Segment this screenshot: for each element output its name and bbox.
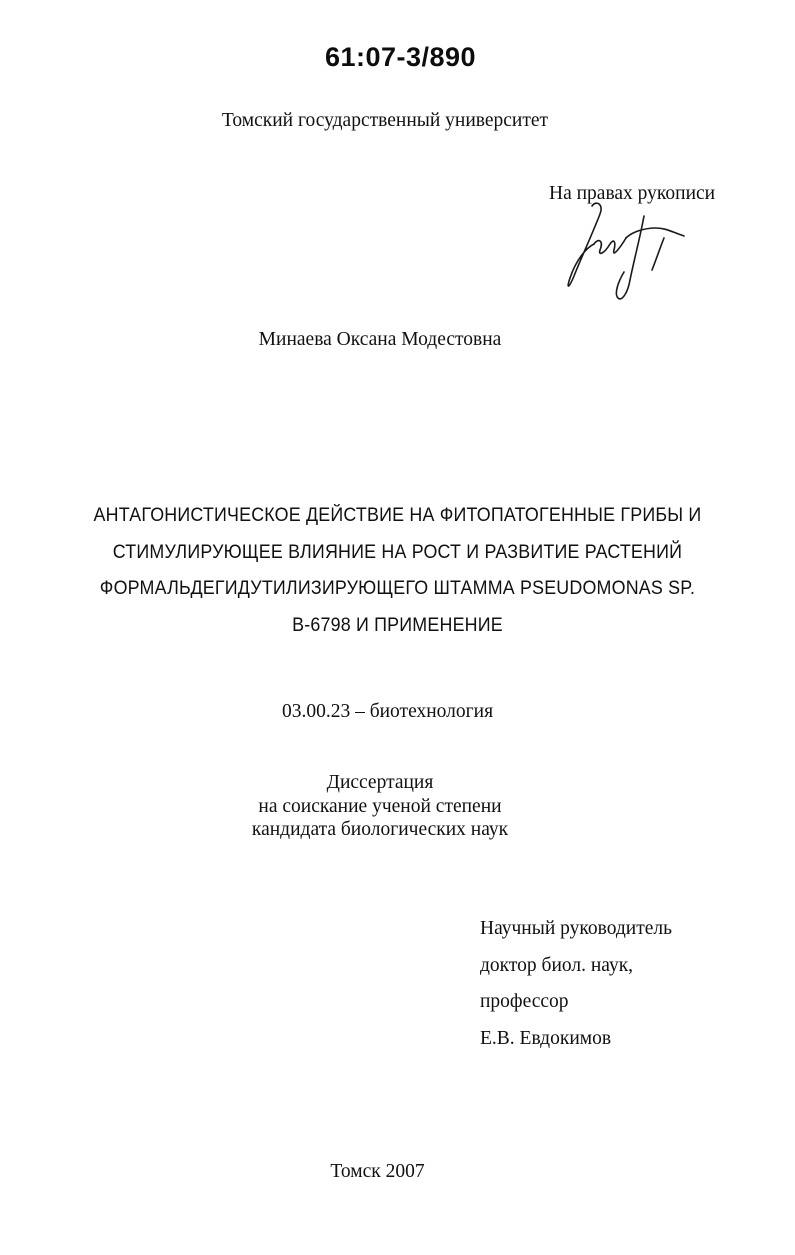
degree-line: Диссертация xyxy=(326,772,434,793)
supervisor-block xyxy=(480,911,672,1057)
title-line: СТИМУЛИРУЮЩЕЕ ВЛИЯНИЕ НА РОСТ И РАЗВИТИЕ РАСТЕНИЙ xyxy=(112,541,683,563)
city-year: Томск 2007 xyxy=(330,1161,425,1182)
handwritten-signature xyxy=(560,198,710,308)
degree-line: на соискание ученой степени xyxy=(258,795,502,817)
signature-stroke-2 xyxy=(594,238,626,253)
signature-stroke-4 xyxy=(626,228,684,238)
manuscript-rights-note: На правах рукописи xyxy=(549,183,716,204)
signature-stroke-3 xyxy=(616,216,644,299)
university-name: Томский государственный университет xyxy=(221,110,549,131)
title-line: АНТАГОНИСТИЧЕСКОЕ ДЕЙСТВИЕ НА ФИТОПАТОГЕННЫЕ ГРИБЫ И xyxy=(93,505,702,526)
signature-stroke-1 xyxy=(568,203,601,286)
signature-stroke-5 xyxy=(652,238,664,270)
degree-line: кандидата биологических наук xyxy=(251,819,509,840)
specialty-code: 03.00.23 – биотехнология xyxy=(281,701,494,722)
supervisor-line: профессор xyxy=(480,991,569,1012)
supervisor-line: Научный руководитель xyxy=(480,918,673,939)
degree-statement xyxy=(0,771,760,842)
dissertation-title xyxy=(24,498,771,644)
author-name: Минаева Оксана Модестовна xyxy=(258,329,502,350)
archive-code: 61:07-3/890 xyxy=(324,42,477,72)
title-line: В-6798 И ПРИМЕНЕНИЕ xyxy=(292,614,503,636)
supervisor-line: доктор биол. наук, xyxy=(480,954,634,976)
supervisor-line: Е.В. Евдокимов xyxy=(480,1027,612,1049)
title-line: ФОРМАЛЬДЕГИДУТИЛИЗИРУЮЩЕГО ШТАММА PSEUDOMONAS SP. xyxy=(99,578,696,599)
